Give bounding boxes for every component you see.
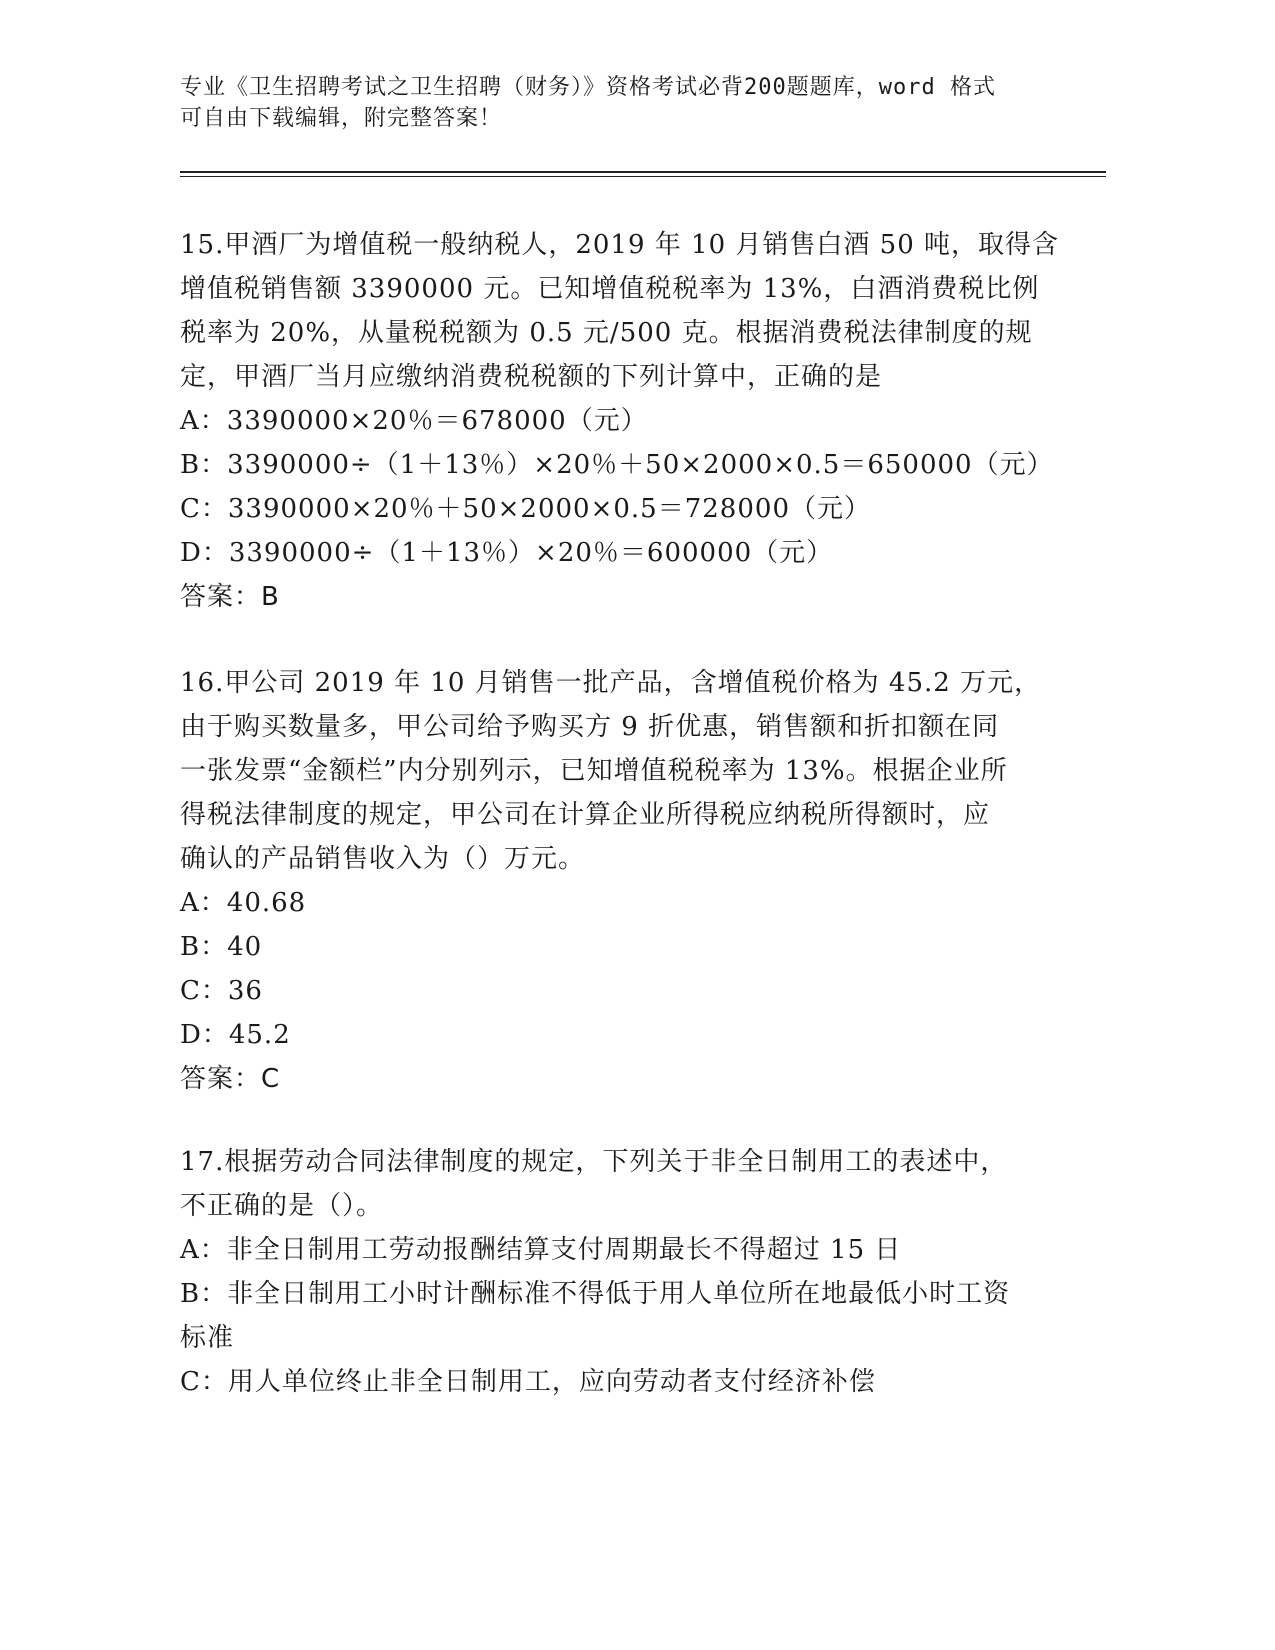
question-stem-line: 税率为 20%，从量税税额为 0.5 元/500 克。根据消费税法律制度的规 — [180, 318, 1033, 348]
option-a: A：非全日制用工劳动报酬结算支付周期最长不得超过 15 日 — [180, 1235, 902, 1265]
question-16 — [180, 661, 1060, 1101]
question-stem-line: 15.甲酒厂为增值税一般纳税人，2019 年 10 月销售白酒 50 吨，取得含 — [180, 230, 1060, 260]
question-17 — [180, 1140, 1060, 1404]
option-a: A：40.68 — [180, 888, 307, 918]
question-stem-line: 不正确的是（）。 — [180, 1191, 384, 1221]
option-c: C：36 — [180, 976, 263, 1006]
option-b-continued: 标准 — [180, 1323, 235, 1353]
question-stem-line: 确认的产品销售收入为（）万元。 — [180, 844, 586, 874]
option-b: B：40 — [180, 932, 263, 962]
option-d: D：3390000÷（1＋13％）×20％＝600000（元） — [180, 538, 834, 568]
header-line-1: 专业《卫生招聘考试之卫生招聘（财务）》资格考试必背200题题库，word 格式 — [180, 75, 996, 100]
option-c: C：3390000×20％＋50×2000×0.5＝728000（元） — [180, 494, 871, 524]
header-divider-thin — [180, 176, 1106, 177]
option-a: A：3390000×20％＝678000（元） — [180, 406, 648, 436]
question-stem-line: 定，甲酒厂当月应缴纳消费税税额的下列计算中，正确的是 — [180, 362, 883, 392]
question-stem-line: 得税法律制度的规定，甲公司在计算企业所得税应纳税所得额时，应 — [180, 800, 991, 830]
header-divider-thick — [180, 171, 1106, 173]
option-b: B：非全日制用工小时计酬标准不得低于用人单位所在地最低小时工资 — [180, 1279, 1011, 1309]
answer-label: 答案：B — [180, 582, 280, 612]
option-b: B：3390000÷（1＋13％）×20％＋50×2000×0.5＝650000（元） — [180, 450, 1054, 480]
question-stem-line: 一张发票“金额栏”内分别列示，已知增值税税率为 13%。根据企业所 — [180, 756, 1008, 786]
question-stem-line: 17.根据劳动合同法律制度的规定，下列关于非全日制用工的表述中， — [180, 1147, 1008, 1177]
option-c: C：用人单位终止非全日制用工，应向劳动者支付经济补偿 — [180, 1367, 876, 1397]
header-line-2: 可自由下载编辑，附完整答案！ — [180, 106, 503, 131]
answer-label: 答案：C — [180, 1064, 281, 1094]
document-header — [180, 72, 1060, 134]
question-15 — [180, 223, 1060, 619]
question-stem-line: 增值税销售额 3390000 元。已知增值税税率为 13%，白酒消费税比例 — [180, 274, 1040, 304]
question-stem-line: 由于购买数量多，甲公司给予购买方 9 折优惠，销售额和折扣额在同 — [180, 712, 1000, 742]
question-stem-line: 16.甲公司 2019 年 10 月销售一批产品，含增值税价格为 45.2 万元， — [180, 668, 1042, 698]
option-d: D：45.2 — [180, 1020, 291, 1050]
